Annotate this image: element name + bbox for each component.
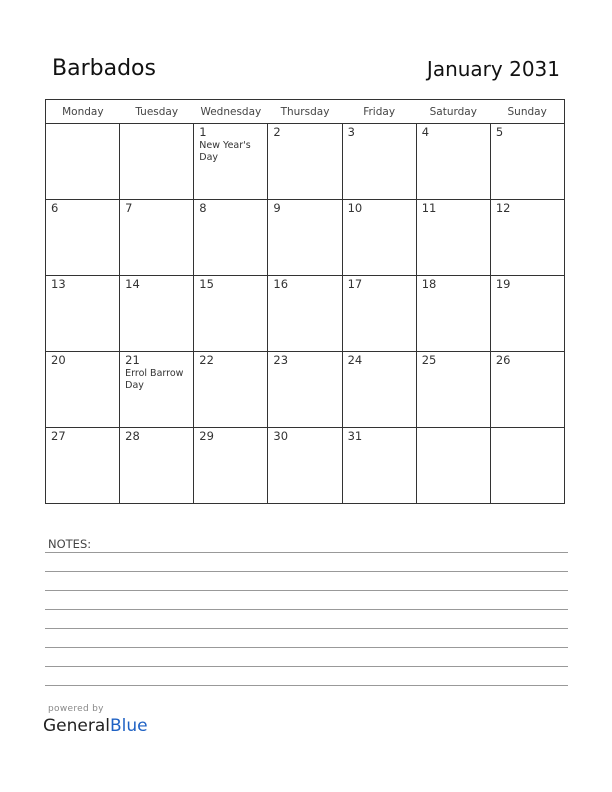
day-cell — [268, 352, 342, 428]
weekday-sunday: Sunday — [490, 100, 564, 124]
weekday-thursday: Thursday — [268, 100, 342, 124]
note-line — [45, 590, 568, 591]
powered-by-text: powered by — [48, 704, 104, 714]
day-number: 7 — [125, 201, 133, 215]
note-line — [45, 571, 568, 572]
day-cell — [416, 200, 490, 276]
week-row — [46, 428, 565, 504]
day-cell — [120, 200, 194, 276]
brand-general: General — [43, 716, 110, 736]
brand-blue: Blue — [110, 716, 148, 736]
day-number: 26 — [495, 353, 511, 367]
holiday-label: New Year's Day — [199, 140, 251, 163]
weekday-wednesday: Wednesday — [194, 100, 268, 124]
weekday-saturday: Saturday — [416, 100, 490, 124]
day-number: 11 — [421, 201, 437, 215]
day-cell — [194, 352, 268, 428]
day-number: 13 — [51, 277, 66, 291]
day-cell — [194, 124, 268, 200]
day-number: 17 — [347, 277, 363, 291]
note-line — [45, 685, 568, 686]
day-cell — [490, 428, 564, 504]
month-title: January 2031 — [426, 57, 560, 81]
day-number: 8 — [199, 201, 207, 215]
day-cell — [342, 428, 416, 504]
day-number: 29 — [199, 429, 214, 443]
note-line — [45, 609, 568, 610]
day-number: 12 — [495, 201, 511, 215]
day-number: 19 — [495, 277, 511, 291]
day-number: 21 — [125, 353, 140, 367]
day-cell — [120, 428, 194, 504]
note-line — [45, 647, 568, 648]
day-cell — [268, 124, 342, 200]
day-number: 6 — [51, 201, 59, 215]
day-cell — [342, 276, 416, 352]
weekday-monday: Monday — [46, 100, 120, 124]
day-number: 3 — [347, 125, 355, 139]
weekday-header-row — [46, 100, 565, 124]
week-row — [46, 352, 565, 428]
day-cell — [416, 124, 490, 200]
day-number: 18 — [421, 277, 437, 291]
notes-label: NOTES: — [48, 537, 92, 551]
day-number: 31 — [347, 429, 363, 443]
week-row — [46, 276, 565, 352]
day-cell — [416, 276, 490, 352]
day-cell — [194, 428, 268, 504]
day-number: 14 — [125, 277, 140, 291]
day-cell — [46, 200, 120, 276]
day-number: 5 — [495, 125, 504, 139]
note-line — [45, 552, 568, 553]
day-number: 15 — [199, 277, 214, 291]
day-cell — [342, 124, 416, 200]
day-cell — [46, 428, 120, 504]
generalblue-logo[interactable] — [43, 716, 148, 736]
day-number: 24 — [347, 353, 363, 367]
day-cell — [268, 276, 342, 352]
weekday-friday: Friday — [342, 100, 416, 124]
day-number: 1 — [199, 125, 207, 139]
day-cell — [120, 352, 194, 428]
day-cell — [46, 276, 120, 352]
day-number: 27 — [51, 429, 66, 443]
day-cell — [46, 352, 120, 428]
day-cell — [342, 200, 416, 276]
day-number: 25 — [421, 353, 437, 367]
day-cell — [416, 428, 490, 504]
day-number: 22 — [199, 353, 214, 367]
day-cell — [194, 276, 268, 352]
day-cell — [490, 352, 564, 428]
day-cell — [194, 200, 268, 276]
day-number: 23 — [273, 353, 289, 367]
week-row — [46, 124, 565, 200]
country-title: Barbados — [52, 56, 156, 81]
day-number: 16 — [273, 277, 289, 291]
day-number: 28 — [125, 429, 140, 443]
week-row — [46, 200, 565, 276]
day-number: 2 — [273, 125, 281, 139]
day-cell — [490, 124, 564, 200]
note-line — [45, 628, 568, 629]
day-cell — [416, 352, 490, 428]
day-number: 10 — [347, 201, 363, 215]
day-cell — [268, 200, 342, 276]
day-cell — [268, 428, 342, 504]
day-cell — [490, 200, 564, 276]
day-cell — [46, 124, 120, 200]
weekday-tuesday: Tuesday — [120, 100, 194, 124]
holiday-label: Errol Barrow Day — [125, 368, 184, 391]
day-cell — [120, 276, 194, 352]
day-number: 30 — [273, 429, 289, 443]
day-number: 9 — [273, 201, 281, 215]
note-line — [45, 666, 568, 667]
day-cell — [490, 276, 564, 352]
day-number: 20 — [51, 353, 66, 367]
day-number: 4 — [421, 125, 430, 139]
day-cell — [342, 352, 416, 428]
calendar-grid — [45, 99, 565, 504]
day-cell — [120, 124, 194, 200]
